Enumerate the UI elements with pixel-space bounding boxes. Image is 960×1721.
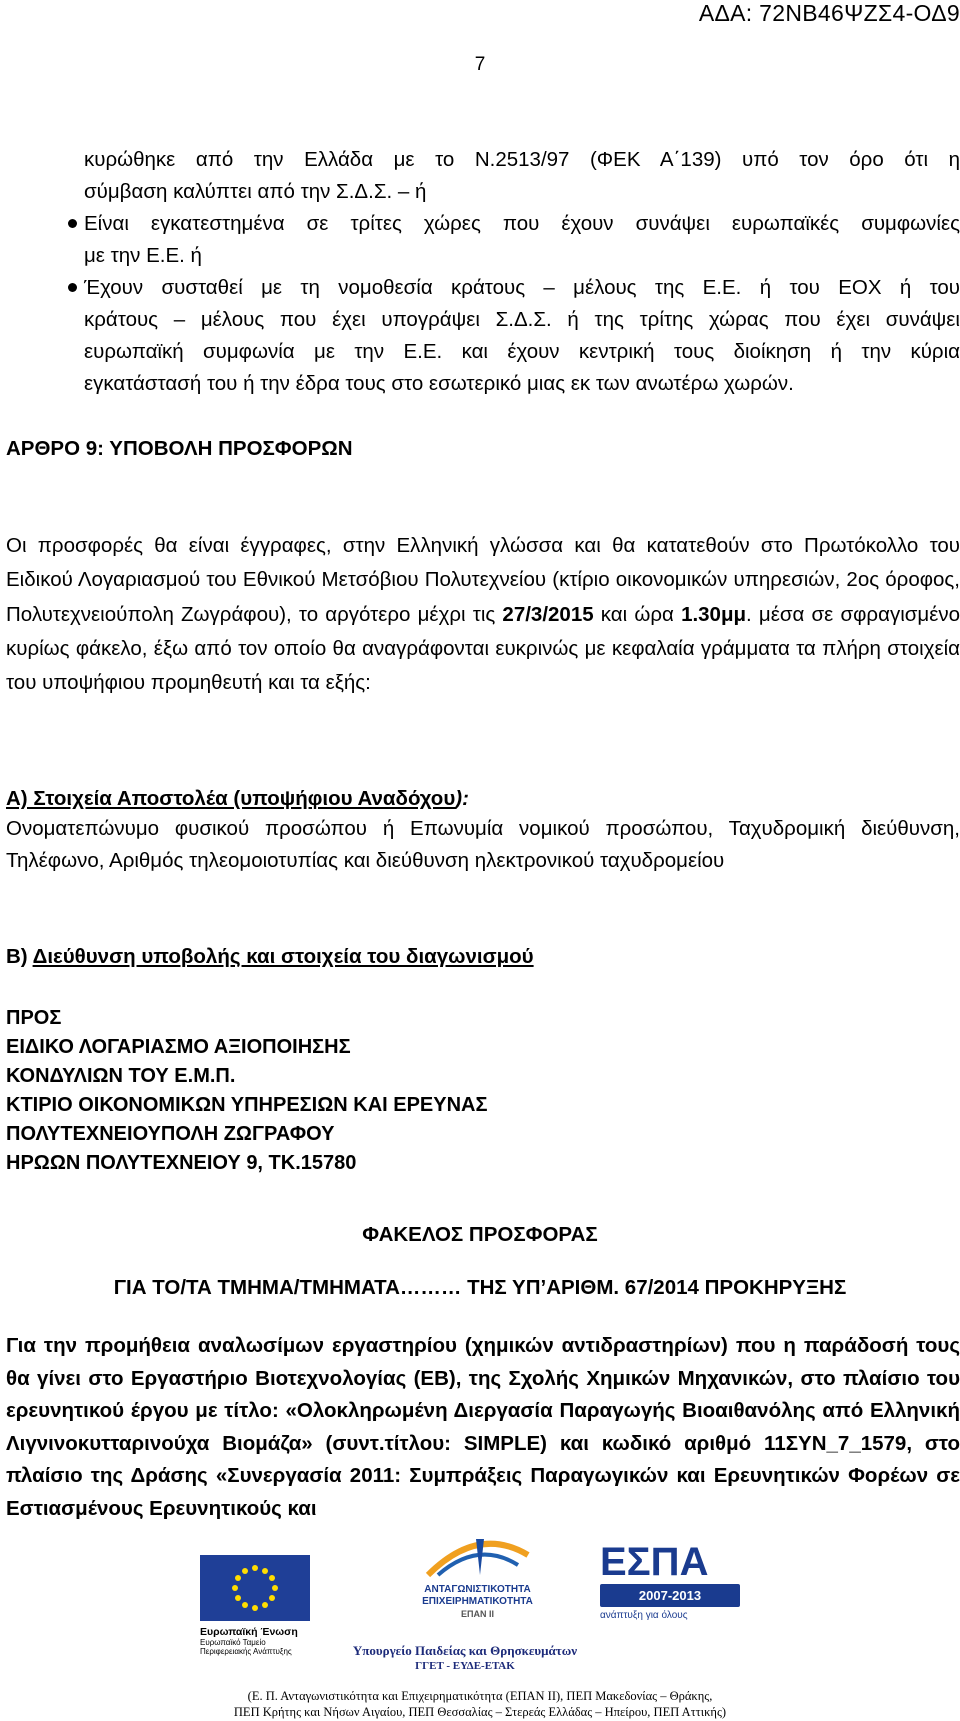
epan-logo-text: ΕΠΑΝ ΙΙ xyxy=(460,1609,494,1619)
page-number: 7 xyxy=(474,54,486,75)
article-heading: ΑΡΘΡΟ 9: ΥΠΟΒΟΛΗ ΠΡΟΣΦΟΡΩΝ xyxy=(6,437,353,460)
address-line: ΚΟΝΔΥΛΙΩΝ ΤΟΥ Ε.Μ.Π. xyxy=(6,1065,236,1087)
bullet-item xyxy=(84,272,960,400)
section-b-title: Διεύθυνση υποβολής και στοιχεία του διαγωνισμού xyxy=(32,945,534,968)
ministry-name: Υπουργείο Παιδείας και Θρησκευμάτων xyxy=(352,1643,578,1658)
recipient-address xyxy=(6,1004,488,1178)
eu-logo-text: Ευρωπαϊκό Ταμείο xyxy=(200,1638,266,1647)
ada-code: ΑΔΑ: 72ΝΒ46ΨΖΣ4-ΟΔ9 xyxy=(698,0,960,26)
continuation-line-1: κυρώθηκε από την Ελλάδα με το Ν.2513/97 (ΦΕΚ Α΄139) υπό τον όρο ότι η xyxy=(84,148,960,171)
address-line: ΠΡΟΣ xyxy=(6,1007,62,1029)
deadline-date: 27/3/2015 xyxy=(502,602,594,626)
eu-logo xyxy=(200,1555,310,1656)
envelope-title: ΦΑΚΕΛΟΣ ΠΡΟΣΦΟΡΑΣ xyxy=(362,1223,598,1246)
epan-logo-text: ΑΝΤΑΓΩΝΙΣΤΙΚΟΤΗΤΑ xyxy=(424,1584,531,1595)
bullet-line: Έχουν συσταθεί με τη νομοθεσία κράτους – μέλους της Ε.Ε. ή του ΕΟΧ ή του xyxy=(84,276,960,299)
bullet-line: κράτους – μέλους που έχει υπογράψει Σ.Δ.Σ. ή της τρίτης χώρας που έχει συνάψει xyxy=(84,308,960,331)
epan-logo xyxy=(390,1535,565,1635)
espa-logo xyxy=(600,1540,750,1650)
espa-years: 2007-2013 xyxy=(600,1584,740,1607)
epan-swoosh-icon xyxy=(418,1535,538,1579)
envelope-subtitle: ΓΙΑ ΤΟ/ΤΑ ΤΜΗΜΑ/ΤΜΗΜΑΤΑ……… ΤΗΣ ΥΠ’ΑΡΙΘΜ. 67/2014 ΠΡΟΚΗΡΥΞΗΣ xyxy=(113,1276,847,1299)
espa-slogan: ανάπτυξη για όλους xyxy=(600,1610,688,1621)
bullet-dot-icon xyxy=(68,283,77,292)
article-text: Οι προσφορές θα είναι έγγραφες, στην Ελληνική γλώσσα και θα κατατεθούν στο Πρωτόκολλο του Ειδικού Λογαριασμού του Εθνικού Μετσόβιου Πολυτεχνείου (κτίριο οικονομικών υπηρεσιών, 2ος όροφος, Πολυτεχνειούπολη Ζωγράφου), το αργότερο μέχρι τις xyxy=(6,534,960,626)
address-line: ΠΟΛΥΤΕΧΝΕΙΟΥΠΟΛΗ ΖΩΓΡΑΦΟΥ xyxy=(6,1123,335,1145)
footer-caption-line: (Ε. Π. Ανταγωνιστικότητα και Επιχειρηματικότητα (ΕΠΑΝ ΙΙ), ΠΕΠ Μακεδονίας – Θράκης, xyxy=(247,1689,713,1703)
eu-logo-text: Περιφερειακής Ανάπτυξης xyxy=(200,1647,292,1656)
espa-wordmark: ΕΣΠΑ xyxy=(600,1540,709,1584)
ministry-block xyxy=(315,1643,615,1673)
address-line: ΗΡΩΩΝ ΠΟΛΥΤΕΧΝΕΙΟΥ 9, ΤΚ.15780 xyxy=(6,1152,357,1174)
section-b-heading xyxy=(6,940,960,973)
bullet-line: εγκατάστασή του ή την έδρα τους στο εσωτερικό μιας εκ των ανωτέρω χωρών. xyxy=(84,372,794,395)
footer-logos xyxy=(200,1535,760,1685)
epan-logo-text: ΕΠΙΧΕΙΡΗΜΑΤΙΚΟΤΗΤΑ xyxy=(422,1596,533,1607)
eu-logo-text: Ευρωπαϊκή Ένωση xyxy=(200,1626,298,1638)
section-a-text: Ονοματεπώνυμο φυσικού προσώπου ή Επωνυμία νομικού προσώπου, Ταχυδρομική διεύθυνση, Τηλέφωνο, Αριθμός τηλεομοιοτυπίας και διεύθυνση ηλεκτρονικού ταχυδρομείου xyxy=(6,817,960,872)
address-line: ΕΙΔΙΚΟ ΛΟΓΑΡΙΑΣΜΟ ΑΞΙΟΠΟΙΗΣΗΣ xyxy=(6,1036,351,1058)
continuation-line-2: σύμβαση καλύπτει από την Σ.Δ.Σ. – ή xyxy=(84,180,427,203)
address-line: ΚΤΙΡΙΟ ΟΙΚΟΝΟΜΙΚΩΝ ΥΠΗΡΕΣΙΩΝ ΚΑΙ ΕΡΕΥΝΑΣ xyxy=(6,1094,488,1116)
deadline-time: 1.30μμ xyxy=(681,602,747,626)
bullet-line: ευρωπαϊκή συμφωνία με την Ε.Ε. και έχουν κεντρική τους διοίκηση ή την κύρια xyxy=(84,340,960,363)
footer-caption-line: ΠΕΠ Κρήτης και Νήσων Αιγαίου, ΠΕΠ Θεσσαλίας – Στερεάς Ελλάδας – Ηπείρου, ΠΕΠ Αττικής) xyxy=(233,1705,727,1719)
section-a-title: Α) Στοιχεία Αποστολέα (υποψήφιου Αναδόχου xyxy=(6,787,456,810)
bullet-line: με την Ε.Ε. ή xyxy=(84,244,202,267)
section-b-prefix: Β) xyxy=(6,945,33,968)
bullet-line: Είναι εγκατεστημένα σε τρίτες χώρες που έχουν συνάψει ευρωπαϊκές συμφωνίες xyxy=(84,212,960,235)
agency-name: ΓΓΕΤ - ΕΥΔΕ-ΕΤΑΚ xyxy=(415,1660,515,1672)
article-text: . μέσα σε σφραγισμένο κυρίως φάκελο, έξω από τον οποίο θα αναγράφονται ευκρινώς με κεφαλαία γράμματα τα πλήρη στοιχεία του υποψήφιου προμηθευτή και τα εξής: xyxy=(6,602,960,695)
eu-flag-icon xyxy=(200,1555,310,1621)
section-a-heading xyxy=(6,782,960,815)
bullet-item xyxy=(84,208,960,272)
article-paragraph xyxy=(6,529,960,700)
bullet-dot-icon xyxy=(68,219,77,228)
article-text: και ώρα xyxy=(593,602,682,626)
procurement-paragraph: Για την προμήθεια αναλωσίμων εργαστηρίου (χημικών αντιδραστηρίων) που η παράδοσή τους θα γίνει στο Εργαστήριο Βιοτεχνολογίας (ΕΒ), της Σχολής Χημικών Μηχανικών, στο πλαίσιο του ερευνητικού έργου με τίτλο: «Ολοκληρωμένη Διεργασία Παραγωγής Βιοαιθανόλης από Ελληνική Λιγνινοκυτταρινούχα Βιομάζα» (συντ.τίτλου: SIMPLE) και κωδικό αριθμό 11ΣΥΝ_7_1579, στο πλαίσιο της Δράσης «Συνεργασία 2011: Συμπράξεις Παραγωγικών και Ερευνητικών Φορέων σε Εστιασμένους Ερευνητικούς και xyxy=(6,1334,960,1520)
section-a-title-tail: ): xyxy=(455,787,469,810)
